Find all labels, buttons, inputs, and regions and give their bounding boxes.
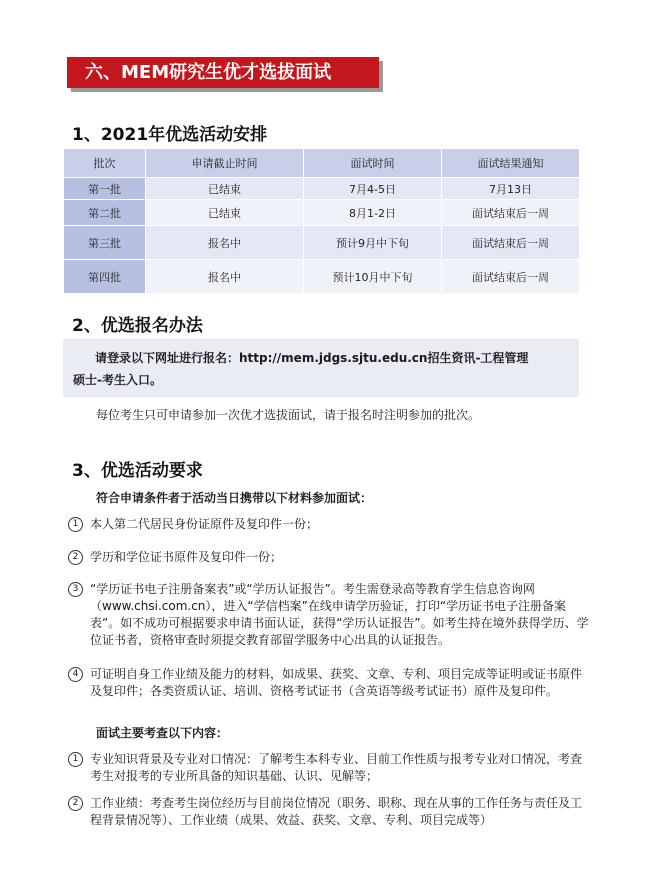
list-item [68, 549, 590, 569]
section-banner-title: 六、MEM研究生优才选拔面试 [67, 57, 379, 88]
list-text: 学历和学位证书原件及复印件一份； [90, 550, 283, 564]
list-number: 4 [68, 667, 83, 682]
table-cell: 报名中 [146, 226, 304, 260]
table-cell: 面试结束后一周 [442, 260, 580, 294]
table-row [64, 200, 580, 226]
list-text: 本人第二代居民身份证原件及复印件一份； [90, 517, 319, 531]
materials-intro: 符合申请条件者于活动当日携带以下材料参加面试： [96, 491, 373, 505]
interview-intro: 面试主要考查以下内容： [96, 726, 229, 740]
column-header: 申请截止时间 [146, 149, 304, 178]
once-note: 每位考生只可申请参加一次优才选拔面试，请于报名时注明参加的批次。 [96, 408, 481, 422]
list-number: 2 [68, 550, 83, 565]
column-header: 批次 [64, 149, 146, 178]
column-header: 面试时间 [304, 149, 442, 178]
table-cell: 7月13日 [442, 178, 580, 200]
table-cell: 第四批 [64, 260, 146, 294]
table-cell: 面试结束后一周 [442, 200, 580, 226]
heading-requirements: 3、优选活动要求 [72, 461, 203, 481]
table-cell: 已结束 [146, 178, 304, 200]
table-cell: 报名中 [146, 260, 304, 294]
table-cell: 8月1-2日 [304, 200, 442, 226]
section-banner [67, 57, 385, 91]
table-header-row [64, 149, 580, 178]
list-item [68, 795, 590, 831]
register-infobox [63, 339, 579, 397]
list-text: 可证明自身工作业绩及能力的材料，如成果、获奖、文章、专利、项目完成等证明或证书原件及复印件；各类资质认证、培训、资格考试证书（含英语等级考试证书）原件及复印件。 [90, 667, 583, 698]
list-item [68, 581, 590, 661]
list-number: 3 [68, 582, 83, 597]
list-item [68, 751, 590, 787]
list-item [68, 516, 590, 536]
table-cell: 第三批 [64, 226, 146, 260]
table-cell: 面试结束后一周 [442, 226, 580, 260]
table-cell: 预计9月中下旬 [304, 226, 442, 260]
table-row [64, 226, 580, 260]
table-cell: 已结束 [146, 200, 304, 226]
list-text: “学历证书电子注册备案表”或“学历认证报告”。考生需登录高等教育学生信息咨询网（www.chsi.com.cn），进入“学信档案”在线申请学历验证，打印“学历证书电子注册备案表”。如不成功可根据要求申请书面认证，获得“学历认证报告”。如考生持在境外获得学历、学位证书者，资格审查时须提交教育部留学服务中心出具的认证报告。 [90, 582, 589, 647]
heading-register: 2、优选报名办法 [72, 316, 203, 336]
list-number: 1 [68, 752, 83, 767]
table-row [64, 260, 580, 294]
list-number: 1 [68, 517, 83, 532]
schedule-table [63, 148, 580, 294]
list-text: 工作业绩：考查考生岗位经历与目前岗位情况（职务、职称、现在从事的工作任务与责任及工程背景情况等）、工作业绩（成果、效益、获奖、文章、专利、项目完成等） [90, 796, 583, 827]
list-item [68, 666, 590, 716]
list-text: 专业知识背景及专业对口情况：了解考生本科专业、目前工作性质与报考专业对口情况，考查考生对报考的专业所具备的知识基础、认识、见解等； [90, 752, 583, 783]
register-line-1: 请登录以下网址进行报名：http://mem.jdgs.sjtu.edu.cn招生资讯-工程管理 [95, 351, 529, 365]
table-cell: 第一批 [64, 178, 146, 200]
table-cell: 7月4-5日 [304, 178, 442, 200]
table-cell: 预计10月中下旬 [304, 260, 442, 294]
column-header: 面试结果通知 [442, 149, 580, 178]
register-line-2: 硕士-考生入口。 [73, 373, 162, 387]
heading-schedule: 1、2021年优选活动安排 [72, 125, 268, 145]
list-number: 2 [68, 796, 83, 811]
table-cell: 第二批 [64, 200, 146, 226]
table-row [64, 178, 580, 200]
